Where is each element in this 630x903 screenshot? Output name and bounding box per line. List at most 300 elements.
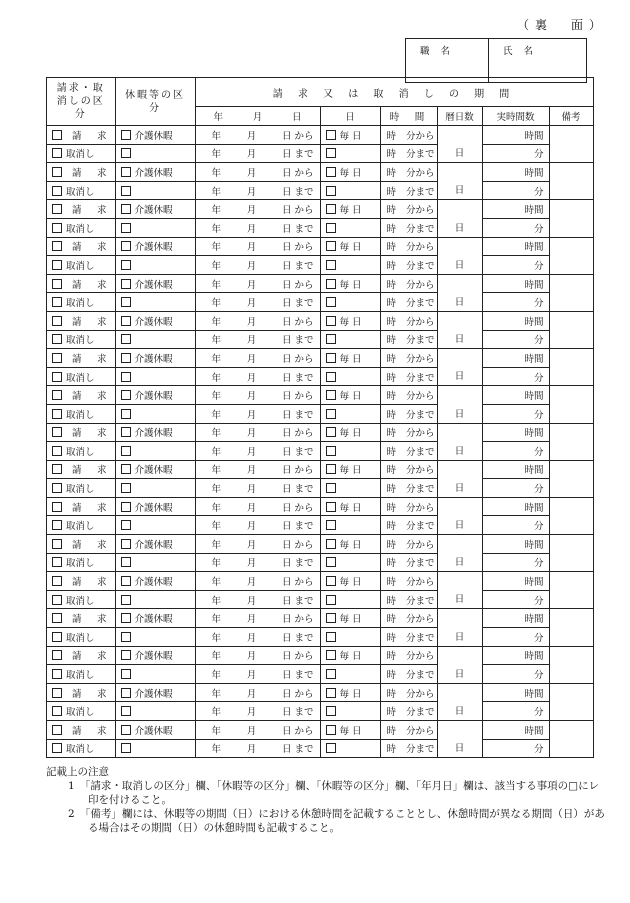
care-leave-checkbox[interactable] (121, 353, 131, 363)
minute-from-label: 分から (406, 502, 435, 514)
request-checkbox[interactable] (52, 279, 62, 289)
remarks-field[interactable] (549, 423, 593, 460)
until-label: まで (294, 149, 314, 161)
start-time-field[interactable] (380, 311, 437, 330)
remarks-field[interactable] (549, 163, 593, 200)
hours-field[interactable] (482, 423, 549, 442)
minute-until-label: 分まで (406, 223, 435, 235)
start-date-field[interactable] (195, 535, 320, 554)
every-day-checkbox[interactable] (326, 316, 336, 326)
other-leave-checkbox[interactable] (121, 483, 131, 493)
remarks-field[interactable] (549, 609, 593, 646)
day-label: 日 (281, 446, 292, 458)
hour-label: 時 (386, 595, 397, 607)
request-checkbox[interactable] (52, 241, 62, 251)
minutes-field[interactable] (482, 665, 549, 684)
other-leave-checkbox[interactable] (121, 557, 131, 567)
start-time-field[interactable] (380, 646, 437, 665)
end-time-field[interactable] (380, 665, 437, 684)
start-date-field[interactable] (195, 721, 320, 740)
other-leave-checkbox[interactable] (121, 446, 131, 456)
hours-field[interactable] (482, 683, 549, 702)
start-time-field[interactable] (380, 460, 437, 479)
request-checkbox[interactable] (52, 688, 62, 698)
remarks-field[interactable] (549, 349, 593, 386)
month-label: 月 (246, 186, 257, 198)
start-time-field[interactable] (380, 683, 437, 702)
other-leave-checkbox[interactable] (121, 260, 131, 270)
request-checkbox[interactable] (52, 353, 62, 363)
date-checkbox[interactable] (326, 334, 336, 344)
minute-from-label: 分から (406, 651, 435, 663)
start-date-field[interactable] (195, 646, 320, 665)
other-leave-checkbox[interactable] (121, 223, 131, 233)
minutes-field[interactable] (482, 516, 549, 535)
remarks-field[interactable] (549, 200, 593, 237)
every-day-checkbox[interactable] (326, 725, 336, 735)
end-date-field[interactable] (195, 442, 320, 461)
remarks-field[interactable] (549, 646, 593, 683)
minutes-field[interactable] (482, 293, 549, 312)
hours-field[interactable] (482, 721, 549, 740)
remarks-field[interactable] (549, 683, 593, 720)
day-label: 日 (281, 595, 292, 607)
minutes-unit-label: 分 (534, 446, 544, 458)
care-leave-checkbox[interactable] (121, 130, 131, 140)
start-time-field[interactable] (380, 423, 437, 442)
request-checkbox[interactable] (52, 316, 62, 326)
end-time-field[interactable] (380, 739, 437, 758)
date-checkbox[interactable] (326, 669, 336, 679)
start-time-field[interactable] (380, 721, 437, 740)
date-checkbox[interactable] (326, 557, 336, 567)
date-checkbox[interactable] (326, 706, 336, 716)
minute-from-label: 分から (406, 688, 435, 700)
end-date-field[interactable] (195, 479, 320, 498)
days-field[interactable] (437, 311, 482, 348)
start-time-field[interactable] (380, 572, 437, 591)
other-leave-checkbox[interactable] (121, 334, 131, 344)
care-leave-checkbox[interactable] (121, 204, 131, 214)
start-time-field[interactable] (380, 274, 437, 293)
minutes-field[interactable] (482, 367, 549, 386)
care-leave-checkbox[interactable] (121, 688, 131, 698)
days-field[interactable] (437, 535, 482, 572)
hours-field[interactable] (482, 460, 549, 479)
date-checkbox[interactable] (326, 260, 336, 270)
care-leave-checkbox[interactable] (121, 427, 131, 437)
year-label: 年 (211, 316, 222, 328)
date-checkbox[interactable] (326, 297, 336, 307)
year-label: 年 (211, 279, 222, 291)
minutes-field[interactable] (482, 590, 549, 609)
request-checkbox[interactable] (52, 427, 62, 437)
year-label: 年 (211, 242, 222, 254)
remarks-field[interactable] (549, 497, 593, 534)
hour-label: 時 (386, 651, 397, 663)
minutes-field[interactable] (482, 479, 549, 498)
care-leave-checkbox[interactable] (121, 279, 131, 289)
cancel-checkbox[interactable] (52, 520, 62, 530)
minutes-field[interactable] (482, 739, 549, 758)
days-unit-label: 日 (454, 371, 465, 383)
end-time-field[interactable] (380, 442, 437, 461)
care-leave-checkbox[interactable] (121, 167, 131, 177)
cancel-row (47, 739, 594, 758)
care-leave-checkbox[interactable] (121, 464, 131, 474)
care-leave-checkbox[interactable] (121, 725, 131, 735)
start-date-field[interactable] (195, 163, 320, 182)
cancel-checkbox[interactable] (52, 557, 62, 567)
every-day-checkbox[interactable] (326, 502, 336, 512)
day-label: 日 (281, 409, 292, 421)
other-leave-checkbox[interactable] (121, 186, 131, 196)
minute-until-label: 分まで (406, 372, 435, 384)
request-checkbox[interactable] (52, 539, 62, 549)
end-date-field[interactable] (195, 293, 320, 312)
cancel-checkbox[interactable] (52, 334, 62, 344)
hours-field[interactable] (482, 349, 549, 368)
other-leave-checkbox[interactable] (121, 743, 131, 753)
request-checkbox[interactable] (52, 502, 62, 512)
start-date-field[interactable] (195, 460, 320, 479)
days-field[interactable] (437, 609, 482, 646)
end-time-field[interactable] (380, 293, 437, 312)
end-date-field[interactable] (195, 218, 320, 237)
start-time-field[interactable] (380, 237, 437, 256)
cancel-checkbox[interactable] (52, 372, 62, 382)
start-date-field[interactable] (195, 200, 320, 219)
until-label: まで (294, 446, 314, 458)
other-leave-checkbox[interactable] (121, 520, 131, 530)
end-time-field[interactable] (380, 218, 437, 237)
cancel-label: 取消し (66, 260, 95, 272)
end-time-field[interactable] (380, 404, 437, 423)
end-time-field[interactable] (380, 330, 437, 349)
remarks-field[interactable] (549, 274, 593, 311)
day-label: 日 (281, 149, 292, 161)
every-day-checkbox[interactable] (326, 130, 336, 140)
days-field[interactable] (437, 423, 482, 460)
start-date-field[interactable] (195, 126, 320, 145)
end-date-field[interactable] (195, 367, 320, 386)
start-date-field[interactable] (195, 386, 320, 405)
until-label: まで (294, 632, 314, 644)
hours-field[interactable] (482, 535, 549, 554)
minutes-field[interactable] (482, 442, 549, 461)
start-date-field[interactable] (195, 683, 320, 702)
every-day-checkbox[interactable] (326, 390, 336, 400)
hour-label: 時 (386, 465, 397, 477)
date-checkbox[interactable] (326, 223, 336, 233)
days-field[interactable] (437, 721, 482, 758)
end-date-field[interactable] (195, 404, 320, 423)
request-checkbox[interactable] (52, 725, 62, 735)
hours-field[interactable] (482, 237, 549, 256)
days-field[interactable] (437, 163, 482, 200)
request-checkbox[interactable] (52, 390, 62, 400)
care-leave-checkbox[interactable] (121, 539, 131, 549)
request-checkbox[interactable] (52, 167, 62, 177)
date-checkbox[interactable] (326, 632, 336, 642)
hours-field[interactable] (482, 163, 549, 182)
days-header: 暦日数 (437, 107, 482, 126)
end-date-field[interactable] (195, 330, 320, 349)
request-checkbox[interactable] (52, 576, 62, 586)
date-checkbox[interactable] (326, 186, 336, 196)
until-label: まで (294, 558, 314, 570)
request-checkbox[interactable] (52, 130, 62, 140)
remarks-field[interactable] (549, 311, 593, 348)
days-field[interactable] (437, 349, 482, 386)
end-date-field[interactable] (195, 516, 320, 535)
start-time-field[interactable] (380, 386, 437, 405)
date-checkbox[interactable] (326, 446, 336, 456)
days-field[interactable] (437, 126, 482, 163)
cancel-checkbox[interactable] (52, 706, 62, 716)
days-field[interactable] (437, 237, 482, 274)
remarks-field[interactable] (549, 460, 593, 497)
end-date-field[interactable] (195, 553, 320, 572)
date-checkbox[interactable] (326, 520, 336, 530)
request-checkbox[interactable] (52, 204, 62, 214)
other-leave-checkbox[interactable] (121, 669, 131, 679)
cancel-checkbox[interactable] (52, 297, 62, 307)
remarks-field[interactable] (549, 126, 593, 163)
hours-field[interactable] (482, 497, 549, 516)
hours-field[interactable] (482, 572, 549, 591)
care-leave-label: 介護休暇 (134, 167, 173, 179)
cancel-row (47, 442, 594, 461)
other-leave-checkbox[interactable] (121, 706, 131, 716)
minute-from-label: 分から (406, 614, 435, 626)
remarks-field[interactable] (549, 572, 593, 609)
end-time-field[interactable] (380, 553, 437, 572)
month-label: 月 (246, 595, 257, 607)
cancel-checkbox[interactable] (52, 148, 62, 158)
date-checkbox[interactable] (326, 372, 336, 382)
hours-field[interactable] (482, 311, 549, 330)
cancel-checkbox[interactable] (52, 595, 62, 605)
remarks-field[interactable] (549, 535, 593, 572)
cancel-checkbox[interactable] (52, 260, 62, 270)
request-checkbox[interactable] (52, 613, 62, 623)
hour-label: 時 (386, 205, 397, 217)
name-field[interactable] (489, 39, 587, 83)
days-field[interactable] (437, 274, 482, 311)
days-unit-label: 日 (454, 557, 465, 569)
year-label: 年 (211, 539, 222, 551)
every-day-checkbox[interactable] (326, 353, 336, 363)
from-label: から (294, 651, 314, 663)
start-time-field[interactable] (380, 200, 437, 219)
hours-field[interactable] (482, 646, 549, 665)
request-checkbox[interactable] (52, 650, 62, 660)
start-date-field[interactable] (195, 609, 320, 628)
other-leave-checkbox[interactable] (121, 409, 131, 419)
days-field[interactable] (437, 460, 482, 497)
every-day-label: 毎 日 (339, 316, 362, 328)
from-label: から (294, 130, 314, 142)
every-day-checkbox[interactable] (326, 427, 336, 437)
remarks-field[interactable] (549, 721, 593, 758)
care-leave-checkbox[interactable] (121, 613, 131, 623)
end-date-field[interactable] (195, 590, 320, 609)
end-time-field[interactable] (380, 479, 437, 498)
cancel-checkbox[interactable] (52, 186, 62, 196)
hours-field[interactable] (482, 274, 549, 293)
end-time-field[interactable] (380, 590, 437, 609)
end-time-field[interactable] (380, 367, 437, 386)
from-label: から (294, 465, 314, 477)
days-field[interactable] (437, 683, 482, 720)
hour-label: 時 (386, 167, 397, 179)
cancel-checkbox[interactable] (52, 743, 62, 753)
month-label: 月 (246, 130, 257, 142)
cancel-row (47, 330, 594, 349)
day-label: 日 (281, 335, 292, 347)
hour-label: 時 (386, 149, 397, 161)
every-day-checkbox[interactable] (326, 204, 336, 214)
end-date-field[interactable] (195, 702, 320, 721)
end-time-field[interactable] (380, 702, 437, 721)
cancel-checkbox[interactable] (52, 669, 62, 679)
request-row (47, 721, 594, 740)
start-time-field[interactable] (380, 126, 437, 145)
minutes-field[interactable] (482, 628, 549, 647)
days-field[interactable] (437, 386, 482, 423)
position-label: 職 名 (420, 46, 455, 57)
start-date-field[interactable] (195, 572, 320, 591)
minutes-field[interactable] (482, 181, 549, 200)
other-leave-checkbox[interactable] (121, 632, 131, 642)
start-date-field[interactable] (195, 237, 320, 256)
end-time-field[interactable] (380, 628, 437, 647)
minutes-field[interactable] (482, 702, 549, 721)
hours-field[interactable] (482, 609, 549, 628)
end-date-field[interactable] (195, 181, 320, 200)
minutes-field[interactable] (482, 330, 549, 349)
day-header: 日 (291, 112, 302, 123)
care-leave-checkbox[interactable] (121, 502, 131, 512)
end-time-field[interactable] (380, 256, 437, 275)
cancel-checkbox[interactable] (52, 409, 62, 419)
start-time-field[interactable] (380, 497, 437, 516)
end-time-field[interactable] (380, 181, 437, 200)
start-date-field[interactable] (195, 423, 320, 442)
end-date-field[interactable] (195, 739, 320, 758)
hours-field[interactable] (482, 200, 549, 219)
every-day-label: 毎 日 (339, 391, 362, 403)
hours-unit-label: 時間 (524, 651, 544, 663)
cancel-label: 取消し (66, 558, 95, 570)
every-day-checkbox[interactable] (326, 167, 336, 177)
care-leave-checkbox[interactable] (121, 390, 131, 400)
days-field[interactable] (437, 200, 482, 237)
start-time-field[interactable] (380, 609, 437, 628)
date-checkbox[interactable] (326, 148, 336, 158)
start-date-field[interactable] (195, 274, 320, 293)
cancel-label: 取消し (66, 372, 95, 384)
care-leave-checkbox[interactable] (121, 241, 131, 251)
month-label: 月 (246, 521, 257, 533)
until-label: まで (294, 521, 314, 533)
every-day-checkbox[interactable] (326, 279, 336, 289)
minutes-field[interactable] (482, 218, 549, 237)
hour-label: 時 (386, 521, 397, 533)
care-leave-checkbox[interactable] (121, 576, 131, 586)
day-label: 日 (281, 316, 292, 328)
remarks-field[interactable] (549, 386, 593, 423)
end-time-field[interactable] (380, 144, 437, 163)
minutes-field[interactable] (482, 144, 549, 163)
request-checkbox[interactable] (52, 464, 62, 474)
every-day-checkbox[interactable] (326, 241, 336, 251)
start-date-field[interactable] (195, 349, 320, 368)
every-day-checkbox[interactable] (326, 464, 336, 474)
days-field[interactable] (437, 646, 482, 683)
year-label: 年 (211, 725, 222, 737)
cancel-checkbox[interactable] (52, 223, 62, 233)
start-date-field[interactable] (195, 497, 320, 516)
remarks-field[interactable] (549, 237, 593, 274)
cancel-checkbox[interactable] (52, 446, 62, 456)
days-field[interactable] (437, 497, 482, 534)
year-label: 年 (211, 465, 222, 477)
other-leave-checkbox[interactable] (121, 297, 131, 307)
date-checkbox[interactable] (326, 595, 336, 605)
minutes-field[interactable] (482, 553, 549, 572)
start-time-field[interactable] (380, 349, 437, 368)
end-date-field[interactable] (195, 144, 320, 163)
hours-field[interactable] (482, 386, 549, 405)
date-checkbox[interactable] (326, 483, 336, 493)
date-checkbox-header: 日 (320, 107, 380, 126)
start-time-field[interactable] (380, 535, 437, 554)
hours-unit-label: 時間 (524, 316, 544, 328)
every-day-checkbox[interactable] (326, 576, 336, 586)
care-leave-checkbox[interactable] (121, 650, 131, 660)
days-field[interactable] (437, 572, 482, 609)
end-date-field[interactable] (195, 256, 320, 275)
care-leave-checkbox[interactable] (121, 316, 131, 326)
end-date-field[interactable] (195, 628, 320, 647)
position-field[interactable] (406, 39, 489, 83)
every-day-checkbox[interactable] (326, 539, 336, 549)
every-day-checkbox[interactable] (326, 650, 336, 660)
end-date-field[interactable] (195, 665, 320, 684)
start-time-field[interactable] (380, 163, 437, 182)
hours-field[interactable] (482, 126, 549, 145)
start-date-field[interactable] (195, 311, 320, 330)
end-time-field[interactable] (380, 516, 437, 535)
other-leave-checkbox[interactable] (121, 595, 131, 605)
minutes-field[interactable] (482, 256, 549, 275)
every-day-checkbox[interactable] (326, 688, 336, 698)
cancel-checkbox[interactable] (52, 483, 62, 493)
other-leave-checkbox[interactable] (121, 372, 131, 382)
cancel-checkbox[interactable] (52, 632, 62, 642)
cancel-label: 取消し (66, 521, 95, 533)
days-unit-label: 日 (454, 259, 465, 271)
until-label: まで (294, 186, 314, 198)
minutes-field[interactable] (482, 404, 549, 423)
date-checkbox[interactable] (326, 743, 336, 753)
until-label: まで (294, 335, 314, 347)
date-checkbox[interactable] (326, 409, 336, 419)
every-day-checkbox[interactable] (326, 613, 336, 623)
other-leave-checkbox[interactable] (121, 148, 131, 158)
